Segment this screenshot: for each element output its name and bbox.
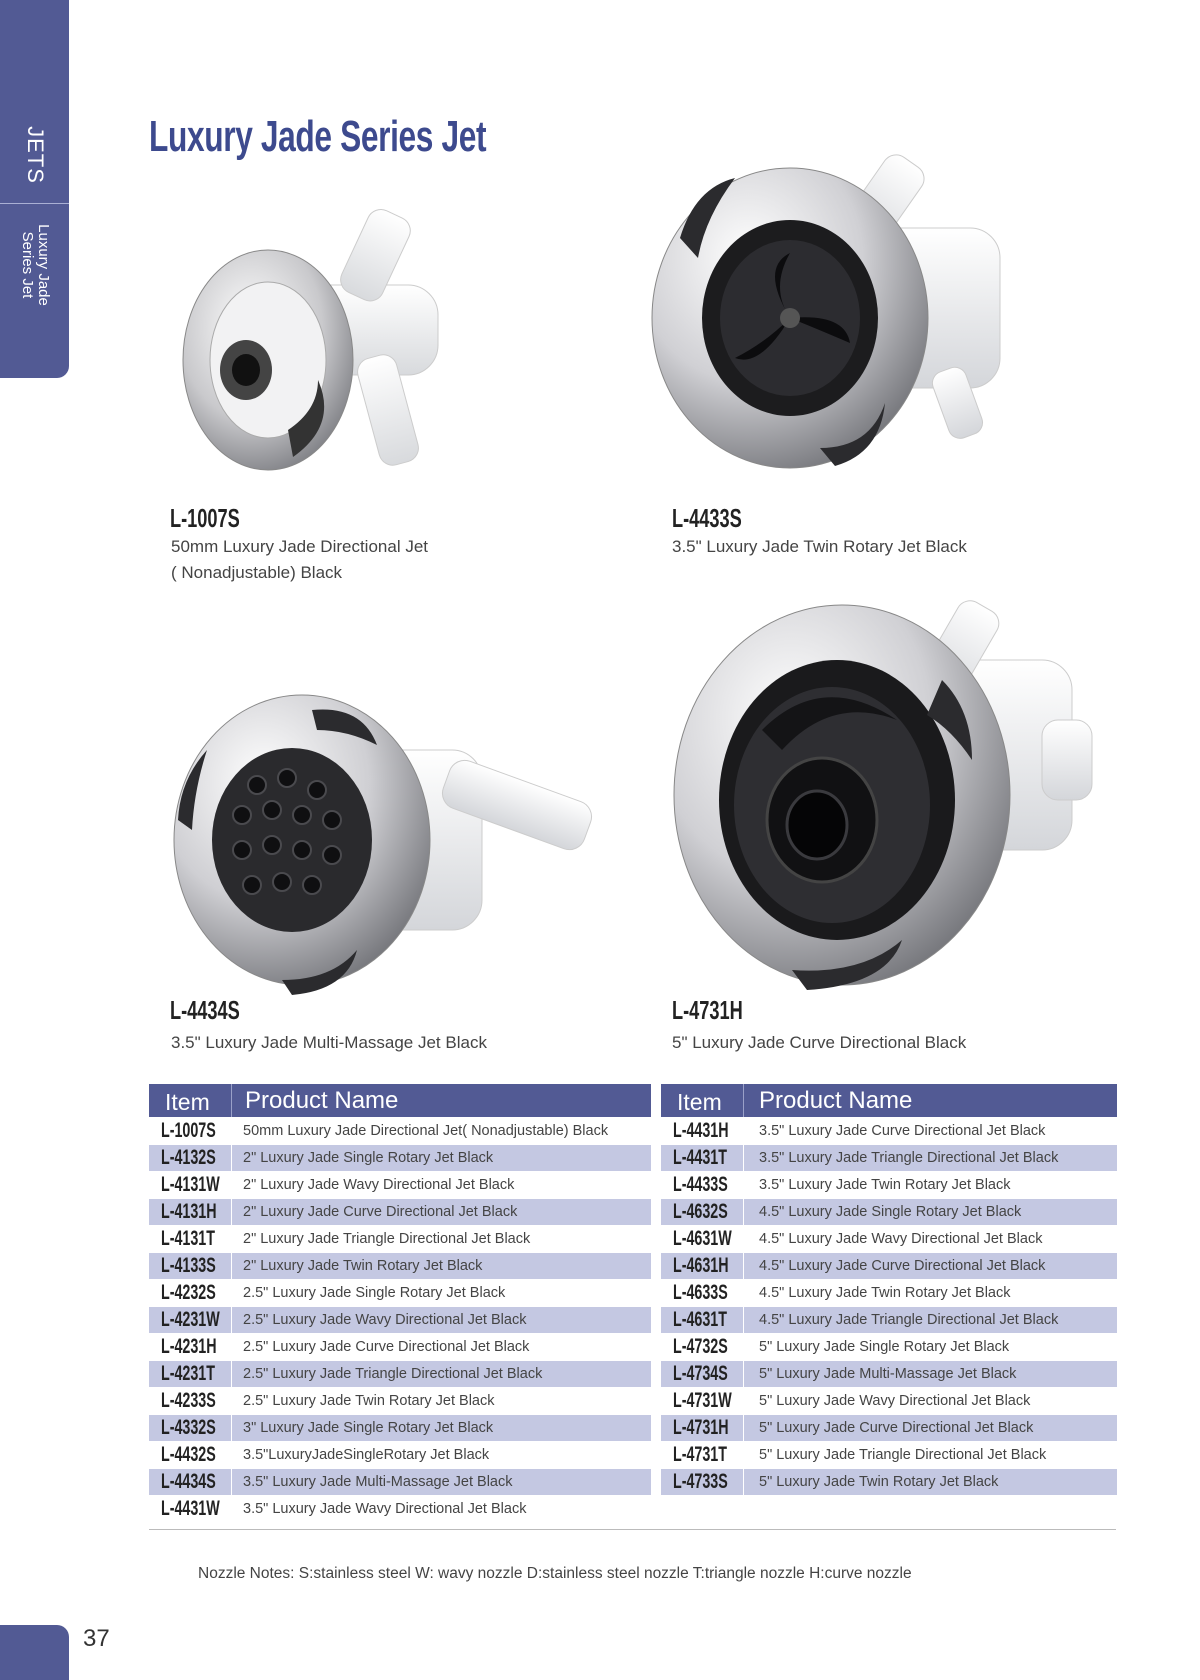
table-header [661,1084,1117,1117]
product-name: 5" Luxury Jade Multi-Massage Jet Black [759,1366,1017,1382]
product-name: 4.5" Luxury Jade Triangle Directional Jet Black [759,1312,1059,1328]
table-row [661,1252,1117,1279]
product-name: 3.5" Luxury Jade Curve Directional Jet Black [759,1123,1046,1139]
table-row [149,1360,651,1387]
product-code: L-4433S [672,503,742,533]
table-row [149,1252,651,1279]
table-row [661,1333,1117,1360]
table-row [149,1414,651,1441]
product-name: 2.5" Luxury Jade Triangle Directional Jet Black [243,1366,543,1382]
product-code: L-4731H [672,995,743,1025]
product-table-right [661,1084,1117,1495]
item-code: L-4733S [673,1470,728,1493]
section-label-box [0,0,69,204]
page-title: Luxury Jade Series Jet [149,112,487,161]
product-name: 4.5" Luxury Jade Single Rotary Jet Black [759,1204,1022,1220]
section-label: JETS [22,126,48,184]
product-photo-l-4731h [672,600,1102,1000]
item-code: L-4431H [673,1119,729,1142]
product-name: 3.5" Luxury Jade Multi-Massage Jet Black [243,1474,513,1490]
table-row [661,1198,1117,1225]
table-row [149,1279,651,1306]
table-row [661,1387,1117,1414]
table-row [149,1333,651,1360]
product-description: 5" Luxury Jade Curve Directional Black [672,1033,967,1052]
table-row [661,1144,1117,1171]
product-description: 3.5" Luxury Jade Twin Rotary Jet Black [672,537,967,556]
product-name: 2.5" Luxury Jade Single Rotary Jet Black [243,1285,506,1301]
item-code: L-4432S [161,1443,216,1466]
product-name: 2.5" Luxury Jade Wavy Directional Jet Black [243,1312,527,1328]
product-code: L-1007S [170,503,240,533]
product-name: 2.5" Luxury Jade Twin Rotary Jet Black [243,1393,495,1409]
item-code: L-4131W [161,1173,220,1196]
product-name: 3.5" Luxury Jade Twin Rotary Jet Black [759,1177,1011,1193]
product-name: 50mm Luxury Jade Directional Jet( Nonadjustable) Black [243,1123,609,1139]
product-name: 5" Luxury Jade Wavy Directional Jet Black [759,1393,1031,1409]
nozzle-notes: Nozzle Notes: S:stainless steel W: wavy nozzle D:stainless steel nozzle T:triangle nozzle H:curve nozzle [198,1565,912,1582]
product-description: 50mm Luxury Jade Directional Jet ( Nonadjustable) Black [171,537,429,582]
item-code: L-4631H [673,1254,729,1277]
table-row [661,1360,1117,1387]
item-code: L-4231T [161,1362,215,1385]
page-number: 37 [83,1625,110,1652]
table-row [149,1171,651,1198]
product-name: 2" Luxury Jade Curve Directional Jet Black [243,1204,518,1220]
table-row [661,1441,1117,1468]
header-item: Item [677,1089,722,1115]
item-code: L-4631T [673,1308,727,1331]
item-code: L-4633S [673,1281,728,1304]
item-code: L-4231W [161,1308,220,1331]
product-name: 2" Luxury Jade Single Rotary Jet Black [243,1150,494,1166]
item-code: L-1007S [161,1119,216,1142]
item-code: L-4732S [673,1335,728,1358]
product-code: L-4434S [170,995,240,1025]
product-name: 2" Luxury Jade Triangle Directional Jet Black [243,1231,531,1247]
item-code: L-4131T [161,1227,215,1250]
header-item: Item [165,1089,210,1115]
product-name: 5" Luxury Jade Twin Rotary Jet Black [759,1474,999,1490]
side-section-tab [0,0,69,378]
header-product-name: Product Name [245,1087,399,1114]
page-tab [0,1625,69,1680]
product-name: 3" Luxury Jade Single Rotary Jet Black [243,1420,494,1436]
product-name: 2" Luxury Jade Twin Rotary Jet Black [243,1258,483,1274]
table-row [149,1468,651,1495]
table-bottom-rule [149,1529,1116,1530]
item-code: L-4431T [673,1146,727,1169]
item-code: L-4632S [673,1200,728,1223]
item-code: L-4731W [673,1389,732,1412]
item-code: L-4431W [161,1497,220,1520]
header-product-name: Product Name [759,1087,913,1114]
table-row [149,1387,651,1414]
product-name: 4.5" Luxury Jade Curve Directional Jet Black [759,1258,1046,1274]
product-name: 4.5" Luxury Jade Twin Rotary Jet Black [759,1285,1011,1301]
item-code: L-4233S [161,1389,216,1412]
product-name: 4.5" Luxury Jade Wavy Directional Jet Black [759,1231,1043,1247]
table-row [149,1441,651,1468]
product-photo-l-4433s [650,148,1030,478]
item-code: L-4332S [161,1416,216,1439]
product-table-left [149,1084,651,1522]
table-row [149,1495,651,1522]
item-code: L-4433S [673,1173,728,1196]
item-code: L-4631W [673,1227,732,1250]
table-row [661,1414,1117,1441]
item-code: L-4434S [161,1470,216,1493]
product-name: 2.5" Luxury Jade Curve Directional Jet Black [243,1339,530,1355]
table-row [661,1306,1117,1333]
product-photo-l-1007s [168,195,488,495]
table-row [661,1225,1117,1252]
item-code: L-4133S [161,1254,216,1277]
product-name: 3.5" Luxury Jade Wavy Directional Jet Black [243,1501,527,1517]
item-code: L-4734S [673,1362,728,1385]
table-row [149,1225,651,1252]
table-row [661,1468,1117,1495]
product-description: 3.5" Luxury Jade Multi-Massage Jet Black [171,1033,487,1052]
table-row [661,1279,1117,1306]
item-code: L-4131H [161,1200,217,1223]
item-code: L-4232S [161,1281,216,1304]
table-row [149,1306,651,1333]
item-code: L-4231H [161,1335,217,1358]
table-row [661,1171,1117,1198]
table-header [149,1084,651,1117]
product-name: 3.5"LuxuryJadeSingleRotary Jet Black [243,1447,490,1463]
table-row [149,1198,651,1225]
item-code: L-4731H [673,1416,729,1439]
product-photo-l-4434s [172,690,612,1000]
item-code: L-4132S [161,1146,216,1169]
table-rows [149,1117,651,1522]
table-row [661,1117,1117,1144]
product-name: 3.5" Luxury Jade Triangle Directional Jet Black [759,1150,1059,1166]
product-name: 5" Luxury Jade Curve Directional Jet Black [759,1420,1034,1436]
table-rows [661,1117,1117,1495]
item-code: L-4731T [673,1443,727,1466]
subsection-label: Luxury Jade Series Jet [18,224,52,306]
table-row [149,1144,651,1171]
product-name: 5" Luxury Jade Triangle Directional Jet Black [759,1447,1047,1463]
table-row [149,1117,651,1144]
product-name: 5" Luxury Jade Single Rotary Jet Black [759,1339,1010,1355]
product-name: 2" Luxury Jade Wavy Directional Jet Black [243,1177,515,1193]
